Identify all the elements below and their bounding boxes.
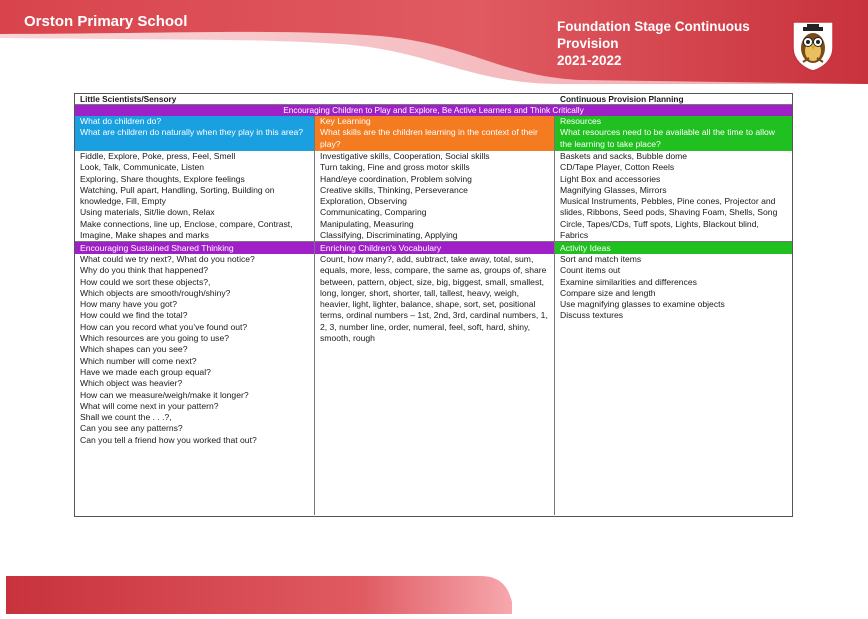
provision-plan-table: [74, 93, 793, 517]
school-name: Orston Primary School: [24, 13, 188, 30]
shared-thinking-text: What could we try next?, What do you notice? Why do you think that happened? How could we sort these objects?, Which objects are smooth/rough/shiny? How many have you got? How could we find the total? How can you record what you’ve found out? Which resources are you going to use? Which shapes can you see? Which number will come next? Have we made each group equal? Which object was heavier? How can we measure/weigh/make it longer? What will come next in your pattern? Shall we count the . . .?, Can you see any patterns? Can you tell a friend how you worked that out?: [80, 254, 257, 445]
document-title: [557, 18, 750, 69]
resources-title: Resources: [555, 116, 792, 127]
activity-ideas-text: Sort and match items Count items out Examine similarities and differences Compare size and length Use magnifying glasses to examine objects Discuss textures: [560, 254, 725, 321]
shared-thinking-list: [75, 254, 315, 515]
footer-banner: [0, 572, 868, 614]
vocabulary-list: [315, 254, 555, 515]
section1-question-row: [75, 127, 792, 151]
vocabulary-title: Enriching Children’s Vocabulary: [315, 242, 555, 254]
activity-ideas-list: [555, 254, 792, 515]
section2-content-row: [75, 254, 792, 515]
planning-label: Continuous Provision Planning: [560, 94, 684, 104]
key-learning-text: Investigative skills, Cooperation, Social skills Turn taking, Fine and gross motor skills Hand/eye coordination, Problem solving Creative skills, Thinking, Perseverance Exploration, Observing Communicating, Comparing Manipulating, Measuring Classifying, Discriminating, Applying: [320, 151, 490, 241]
what-children-do-text: Fiddle, Explore, Poke, press, Feel, Smell Look, Talk, Communicate, Listen Exploring, Share thoughts, Explore feelings Watching, Pull apart, Handling, Sorting, Building on knowledge, Fill, Empty Using materials, Sit/lie down, Relax Make connections, line up, Enclose, compare, Contrast, Imagine, Make shapes and marks: [80, 151, 293, 241]
section1-header-row: [75, 116, 792, 127]
title-line-1: Foundation Stage Continuous: [557, 19, 750, 34]
what-children-do-question: What are children do naturally when they play in this area?: [75, 127, 315, 151]
principles-banner: Encouraging Children to Play and Explore, Be Active Learners and Think Critically: [75, 105, 792, 116]
resources-text: Baskets and sacks, Bubble dome CD/Tape Player, Cotton Reels Light Box and accessories Magnifying Glasses, Mirrors Musical Instruments, Pebbles, Pine cones, Projector and slides, Ribbons, Seed pods, Shaving Foam, Shells, Song Circle, Tapes/CDs, Tuff spots, Lights, Blackout blind, Fabrics: [560, 151, 778, 241]
shared-thinking-title: Encouraging Sustained Shared Thinking: [75, 242, 315, 254]
resources-question: What resources need to be available all the time to allow the learning to take place?: [555, 127, 792, 151]
activity-ideas-title: Activity Ideas: [555, 242, 792, 254]
title-line-2: Provision: [557, 36, 619, 51]
resources-list: [555, 151, 792, 241]
header-banner: [0, 0, 868, 84]
key-learning-title: Key Learning: [315, 116, 555, 127]
vocabulary-text: Count, how many?, add, subtract, take away, total, sum, equals, more, less, compare, the same as, groups of, share between, pattern, object, size, big, biggest, small, smallest, long, longer, short, shorter, tall, tallest, heavy, weigh, heavier, light, lighter, balance, shape, sort, set, positional terms, ordinal numbers – 1st, 2nd, 3rd, cardinal numbers, 1, 2, 3, number line, order, numeral, feel, soft, hard, shiny, smooth, rough: [320, 254, 548, 344]
what-children-do-title: What do children do?: [75, 116, 315, 127]
section1-content-row: [75, 151, 792, 242]
title-line-3: 2021-2022: [557, 53, 622, 68]
key-learning-list: [315, 151, 555, 241]
section2-header-row: [75, 242, 792, 254]
key-learning-question: What skills are the children learning in the context of their play?: [315, 127, 555, 151]
footer-banner-shape: [0, 572, 868, 614]
area-name: Little Scientists/Sensory: [80, 94, 177, 104]
owl-crest-icon: [789, 18, 837, 72]
table-title-row: [75, 94, 792, 105]
what-children-do-list: [75, 151, 315, 241]
